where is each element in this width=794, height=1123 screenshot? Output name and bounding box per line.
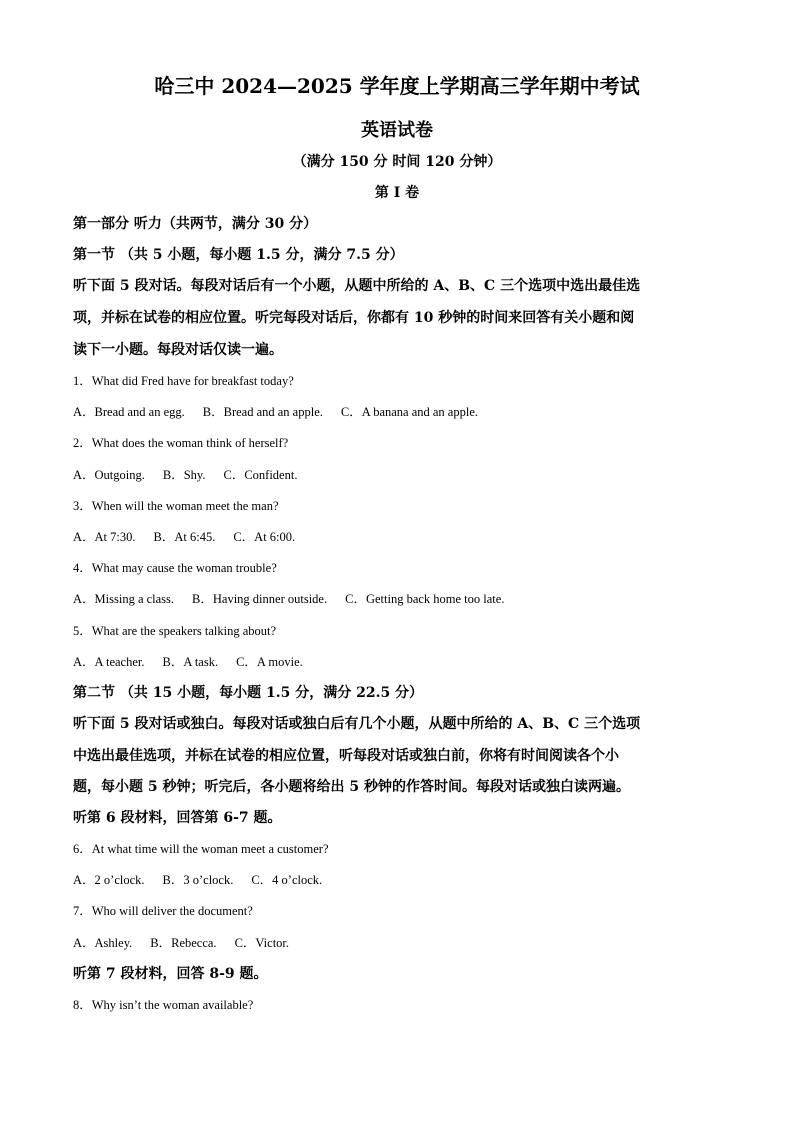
question-4: 4．What may cause the woman trouble? bbox=[73, 561, 277, 575]
section2-instruction-line: 中选出最佳选项，并标在试卷的相应位置，听每段对话或独白前，你将有时间阅读各个小 bbox=[73, 748, 619, 764]
option-b: B．Bread and an apple. bbox=[202, 405, 323, 419]
option-a: A．Outgoing. bbox=[73, 468, 145, 482]
option-a: A．2 o’clock. bbox=[73, 873, 145, 887]
option-c: C．Victor. bbox=[234, 936, 290, 950]
question-2-options bbox=[73, 465, 297, 483]
subject-title: 英语试卷 bbox=[361, 120, 433, 141]
question-8: 8．Why isn’t the woman available? bbox=[73, 998, 254, 1012]
question-6: 6．At what time will the woman meet a customer? bbox=[73, 842, 329, 856]
score-time-note: （满分 150 分 时间 120 分钟） bbox=[292, 154, 502, 170]
section2-heading: 第二节 （共 15 小题，每小题 1.5 分，满分 22.5 分） bbox=[73, 685, 424, 701]
option-b: B．Shy. bbox=[162, 468, 206, 482]
section1-heading: 第一节 （共 5 小题，每小题 1.5 分，满分 7.5 分） bbox=[73, 247, 404, 263]
question-7: 7．Who will deliver the document? bbox=[73, 904, 253, 918]
section2-instruction-line: 题，每小题 5 秒钟；听完后，各小题将给出 5 秒钟的作答时间。每段对话或独白读两遍。 bbox=[73, 779, 630, 795]
question-1-options bbox=[73, 402, 478, 420]
option-c: C．Getting back home too late. bbox=[345, 592, 505, 606]
question-3: 3．When will the woman meet the man? bbox=[73, 499, 279, 513]
exam-title: 哈三中 2024—2025 学年度上学期高三学年期中考试 bbox=[154, 74, 640, 98]
option-b: B．Having dinner outside. bbox=[192, 592, 328, 606]
question-6-options bbox=[73, 870, 322, 888]
question-2: 2．What does the woman think of herself? bbox=[73, 436, 289, 450]
section1-instruction-line: 读下一小题。每段对话仅读一遍。 bbox=[73, 342, 283, 358]
option-a: A．A teacher. bbox=[73, 655, 145, 669]
option-b: B．At 6:45. bbox=[153, 530, 216, 544]
part1-heading: 第一部分 听力（共两节，满分 30 分） bbox=[73, 216, 318, 232]
option-c: C．A banana and an apple. bbox=[340, 405, 479, 419]
option-a: A．At 7:30. bbox=[73, 530, 136, 544]
section1-instruction-line: 听下面 5 段对话。每段对话后有一个小题，从题中所给的 A、B、C 三个选项中选出最佳选 bbox=[73, 278, 641, 294]
material-6-instruction: 听第 6 段材料，回答第 6-7 题。 bbox=[73, 810, 282, 826]
question-7-options bbox=[73, 933, 289, 951]
option-c: C．Confident. bbox=[223, 468, 298, 482]
volume-label: 第 I 卷 bbox=[374, 185, 420, 201]
question-5-options bbox=[73, 652, 303, 670]
question-5: 5．What are the speakers talking about? bbox=[73, 624, 277, 638]
option-a: A．Ashley. bbox=[73, 936, 133, 950]
option-a: A．Missing a class. bbox=[73, 592, 175, 606]
option-b: B．A task. bbox=[162, 655, 219, 669]
option-a: A．Bread and an egg. bbox=[73, 405, 185, 419]
question-3-options bbox=[73, 527, 295, 545]
option-b: B．3 o’clock. bbox=[162, 873, 234, 887]
question-1: 1．What did Fred have for breakfast today? bbox=[73, 374, 294, 388]
section2-instruction-line: 听下面 5 段对话或独白。每段对话或独白后有几个小题，从题中所给的 A、B、C 三个选项 bbox=[73, 716, 641, 732]
material-7-instruction: 听第 7 段材料，回答 8-9 题。 bbox=[73, 966, 268, 982]
option-c: C．A movie. bbox=[236, 655, 303, 669]
question-4-options bbox=[73, 589, 504, 607]
section1-instruction-line: 项，并标在试卷的相应位置。听完每段对话后，你都有 10 秒钟的时间来回答有关小题和阅 bbox=[73, 310, 635, 326]
option-c: C．4 o’clock. bbox=[251, 873, 323, 887]
option-b: B．Rebecca. bbox=[150, 936, 217, 950]
option-c: C．At 6:00. bbox=[233, 530, 296, 544]
